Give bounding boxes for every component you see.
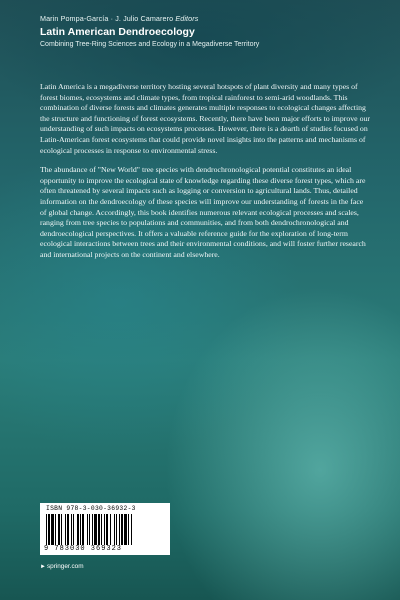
book-subtitle: Combining Tree-Ring Sciences and Ecology in a Megadiverse Territory xyxy=(40,41,260,48)
editors-line xyxy=(40,14,370,23)
publisher-url: springer.com xyxy=(46,563,84,570)
barcode-panel xyxy=(40,503,170,555)
publisher-link[interactable] xyxy=(40,563,84,570)
book-title: Latin American Dendroecology xyxy=(40,26,195,38)
blurb-paragraph-2: The abundance of "New World" tree species with dendrochronological potential constitutes an ideal opportunity to improve the ecological state of knowledge regarding these diverse forest types, which are often threatened by several impacts such as logging or conversion to agricultural lands. Thus, detailed information on the dendroecology of these species will improve our understanding of forests in the face of global change. Accordingly, this book identifies numerous relevant ecological processes and scales, ranging from tree species to populations and communities, and from both dendrochronological and dendroecological perspectives. It offers a valuable reference guide for the exploration of long-term ecological interactions between trees and their environmental conditions, and will foster further research and international projects on the continent and elsewhere. xyxy=(40,165,366,259)
cover-header xyxy=(40,14,370,48)
barcode-digits: 9 783030 369323 xyxy=(44,545,123,553)
editors-names: Marin Pompa-García · J. Julio Camarero xyxy=(40,14,174,23)
editors-role: Editors xyxy=(175,14,199,23)
blurb-paragraph-1: Latin America is a megadiverse territory hosting several hotspots of plant diversity and many types of forest biomes, ecosystems and climate types, from tropical rainforest to semi-arid woodlands. This combination of diverse forests and climates generates multiple responses to ecological changes affecting the structure and functioning of forest ecosystems. Recently, there have been major efforts to improve our understanding of such impacts on ecosystems processes. However, there is a dearth of studies focused on Latin-American forest ecosystems that could provide novel insights into the patterns and mechanisms of ecological processes in response to environmental stress. xyxy=(40,82,370,155)
arrow-icon: ► xyxy=(40,564,46,570)
isbn-number: ISBN 978-3-030-36932-3 xyxy=(46,505,136,512)
blurb xyxy=(40,82,370,270)
barcode-icon xyxy=(46,514,164,545)
